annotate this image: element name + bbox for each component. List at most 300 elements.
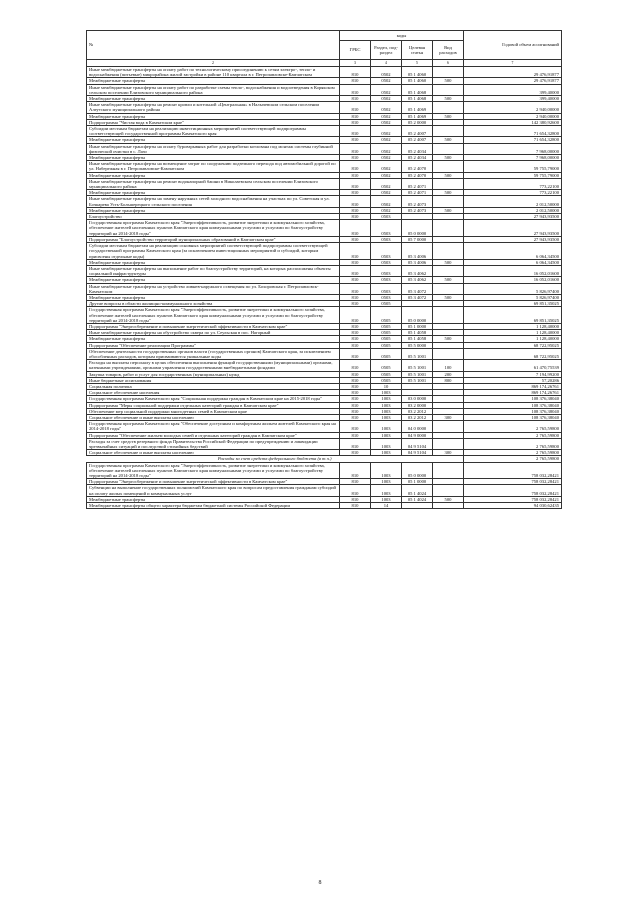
row-sum: 61 470,75539	[464, 360, 562, 371]
row-sum: 758 032,28421	[464, 496, 562, 502]
row-section: 0505	[371, 336, 402, 342]
row-name: Подпрограмма "Чистая вода в Камчатском крае"	[87, 119, 340, 125]
row-grbs: 810	[340, 161, 371, 172]
row-expense-type: 200	[433, 371, 464, 377]
row-target-article: 05 2 0000	[402, 119, 433, 125]
row-section: 0502	[371, 137, 402, 143]
row-sum: 2 765,59800	[464, 421, 562, 432]
row-section: 14	[371, 503, 402, 509]
row-target-article: 05 2 4073	[402, 196, 433, 207]
row-target-article: 05 2 4070	[402, 161, 433, 172]
row-expense-type	[433, 161, 464, 172]
row-target-article: 05 3 4062	[402, 265, 433, 276]
col-number-6: 6	[433, 60, 464, 67]
row-section: 1003	[371, 485, 402, 496]
row-target-article: 05 7 0000	[402, 236, 433, 242]
row-expense-type	[433, 102, 464, 113]
row-section: 0503	[371, 265, 402, 276]
row-grbs: 810	[340, 301, 371, 307]
row-sum: 2 940,00000	[464, 102, 562, 113]
row-sum: 27 943,93500	[464, 220, 562, 237]
row-name: Государственная программа Камчатского края "Энергоэффективность, развитие энергетики и коммунального хозяйства, обеспечение жителей населенных пунктов Камчатского края коммунальными услугами и услугами по благоустройству территорий на 2014-2018 годы"	[87, 462, 340, 479]
row-name: Иные межбюджетные трансферты на замену наружных сетей холодного водоснабжения на участках по ул. Советская и ул. Бочкарева Усть-Большерецкого сельского поселения	[87, 196, 340, 207]
row-grbs: 810	[340, 190, 371, 196]
row-expense-type	[433, 462, 464, 479]
row-expense-type	[433, 126, 464, 137]
row-name: Субвенции на выполнение государственных полномочий Камчатского края по вопросам предоставления гражданам субсидий на оплату жилых помещений и коммунальных услуг	[87, 485, 340, 496]
row-sum: 758 032,28421	[464, 485, 562, 496]
row-grbs: 810	[340, 143, 371, 154]
row-section: 0502	[371, 67, 402, 78]
row-section: 0503	[371, 236, 402, 242]
row-target-article: 05 3 4072	[402, 294, 433, 300]
row-name: Межбюджетные трансферты	[87, 277, 340, 283]
table-row	[87, 265, 562, 276]
row-section: 0502	[371, 143, 402, 154]
row-grbs: 810	[340, 432, 371, 438]
row-target-article: 03 2 2012	[402, 408, 433, 414]
row-target-article: 05 3 4062	[402, 277, 433, 283]
row-grbs: 810	[340, 348, 371, 359]
row-grbs: 810	[340, 178, 371, 189]
table-row	[87, 84, 562, 95]
row-expense-type	[433, 485, 464, 496]
row-sum: 57,20286	[464, 377, 562, 383]
row-section: 0502	[371, 96, 402, 102]
row-name: Межбюджетные трансферты	[87, 336, 340, 342]
row-name: Субсидии местным бюджетам на реализацию инвестиционных мероприятий соответствующей подпрограммы соответствующей государственной программы Камчатского края	[87, 126, 340, 137]
row-target-article: 05 0 0000	[402, 220, 433, 237]
row-sum: 69 851,35025	[464, 301, 562, 307]
row-expense-type: 800	[433, 377, 464, 383]
row-grbs: 810	[340, 265, 371, 276]
row-sum: 7 968,00000	[464, 155, 562, 161]
row-section: 0503	[371, 214, 402, 220]
row-grbs: 810	[340, 119, 371, 125]
row-target-article: 05 2 4071	[402, 178, 433, 189]
row-target-article: 05 5 1001	[402, 371, 433, 377]
row-grbs: 810	[340, 126, 371, 137]
row-grbs: 810	[340, 155, 371, 161]
row-target-article: 05 1 4068	[402, 96, 433, 102]
row-name: Иные межбюджетные трансферты на выполнение работ по благоустройству территорий, на которых расположены объекты социальной инфраструктуры	[87, 265, 340, 276]
row-expense-type: 500	[433, 96, 464, 102]
row-name: Подпрограмма "Энергосбережение и повышение энергетической эффективности в Камчатском крае"	[87, 479, 340, 485]
row-section: 0502	[371, 126, 402, 137]
row-section: 0505	[371, 323, 402, 329]
row-section: 0503	[371, 259, 402, 265]
row-sum: 27 943,93500	[464, 214, 562, 220]
table-row	[87, 360, 562, 371]
row-name: Социальная политика	[87, 383, 340, 389]
row-section: 0502	[371, 161, 402, 172]
row-target-article: 05 5 1001	[402, 360, 433, 371]
row-section: 1003	[371, 421, 402, 432]
row-target-article: 05 3 4006	[402, 259, 433, 265]
row-sum: 142 380,92600	[464, 119, 562, 125]
row-name: Межбюджетные трансферты	[87, 259, 340, 265]
row-name: Расходы на выплаты персоналу в целях обеспечения выполнения функций государственными (муниципальными) органами, казенными учреждениями, органами управления государственными внебюджетными фондами	[87, 360, 340, 371]
row-section: 0505	[371, 348, 402, 359]
row-target-article: 05 1 4069	[402, 102, 433, 113]
row-section: 0505	[371, 301, 402, 307]
row-section: 1003	[371, 438, 402, 449]
table-row	[87, 220, 562, 237]
row-name: Иные межбюджетные трансферты на оплату работ по технологическому присоединению к сетям электро-, тепло- и водоснабжения (питьевые) микрорайона жилой застройки в районе 110 квартала в г. Петропавловске-Камчатском	[87, 67, 340, 78]
row-section: 0502	[371, 113, 402, 119]
col-number-7: 7	[464, 60, 562, 67]
row-name: Государственная программа Камчатского края "Энергоэффективность, развитие энергетики и коммунального хозяйства, обеспечение жителей населенных пунктов Камчатского края коммунальными услугами и услугами по благоустройству территорий на 2014-2018 годы"	[87, 307, 340, 324]
row-sum: 59 755,79000	[464, 161, 562, 172]
row-grbs: 810	[340, 214, 371, 220]
row-target-article: 05 1 4069	[402, 113, 433, 119]
row-note: Расходы за счет средств федерального бюджета (в т.ч.)	[87, 456, 464, 462]
row-section: 0502	[371, 102, 402, 113]
row-sum: 399,40000	[464, 96, 562, 102]
row-target-article: 05 3 4072	[402, 283, 433, 294]
row-expense-type	[433, 438, 464, 449]
row-name: Межбюджетные трансферты общего характера бюджетам бюджетной системы Российской Федерации	[87, 503, 340, 509]
row-sum: 29 476,91877	[464, 67, 562, 78]
row-expense-type: 500	[433, 113, 464, 119]
col-number-1: 2	[87, 60, 340, 67]
row-expense-type: 500	[433, 137, 464, 143]
row-section: 0505	[371, 342, 402, 348]
row-section: 1003	[371, 408, 402, 414]
row-grbs: 810	[340, 414, 371, 420]
row-name: Расходы за счет средств резервного фонда Правительства Российской Федерации по предупреждению и ликвидации чрезвычайных ситуаций и последствий стихийных бедствий	[87, 438, 340, 449]
row-name: Подпрограмма "Обеспечение реализации Программы"	[87, 342, 340, 348]
row-target-article: 03 0 0000	[402, 396, 433, 402]
row-grbs: 810	[340, 438, 371, 449]
row-sum: 2 940,00000	[464, 113, 562, 119]
row-grbs: 810	[340, 421, 371, 432]
row-section: 0502	[371, 155, 402, 161]
row-name: Государственная программа Камчатского края "Социальная поддержка граждан в Камчатском крае на 2015-2018 годы"	[87, 396, 340, 402]
table-row	[87, 485, 562, 496]
row-grbs: 810	[340, 342, 371, 348]
row-section: 0502	[371, 84, 402, 95]
row-target-article: 05 2 4007	[402, 126, 433, 137]
row-section: 1003	[371, 414, 402, 420]
row-sum: 1 128,40000	[464, 336, 562, 342]
row-sum: 2 765,59800	[464, 438, 562, 449]
row-name: Межбюджетные трансферты	[87, 96, 340, 102]
row-name: Межбюджетные трансферты	[87, 190, 340, 196]
row-section: 0505	[371, 360, 402, 371]
row-sum: 29 476,91877	[464, 78, 562, 84]
row-expense-type: 500	[433, 190, 464, 196]
row-expense-type: 500	[433, 78, 464, 84]
row-target-article: 03 2 2012	[402, 414, 433, 420]
header-expense-type: Вид расходов	[433, 41, 464, 60]
row-expense-type	[433, 348, 464, 359]
table-row	[87, 196, 562, 207]
row-name: Социальное обеспечение и иные выплаты населению	[87, 450, 340, 456]
row-grbs: 810	[340, 84, 371, 95]
row-section: 0502	[371, 78, 402, 84]
row-grbs: 810	[340, 462, 371, 479]
row-grbs: 810	[340, 78, 371, 84]
row-name: Межбюджетные трансферты	[87, 78, 340, 84]
row-sum: 773,22100	[464, 190, 562, 196]
row-expense-type: 500	[433, 336, 464, 342]
row-expense-type: 100	[433, 360, 464, 371]
row-grbs: 810	[340, 96, 371, 102]
row-name: Межбюджетные трансферты	[87, 496, 340, 502]
row-section: 0503	[371, 283, 402, 294]
row-grbs: 810	[340, 236, 371, 242]
header-codes: коды	[340, 31, 464, 41]
row-grbs: 810	[340, 113, 371, 119]
row-target-article: 05 1 4058	[402, 336, 433, 342]
row-name: Межбюджетные трансферты	[87, 207, 340, 213]
row-section: 1003	[371, 462, 402, 479]
row-sum: 7 194,99200	[464, 371, 562, 377]
row-expense-type	[433, 84, 464, 95]
row-section: 10	[371, 383, 402, 389]
row-grbs: 810	[340, 243, 371, 260]
row-grbs: 810	[340, 360, 371, 371]
row-sum: 71 654,32800	[464, 137, 562, 143]
row-grbs: 810	[340, 67, 371, 78]
row-name: Межбюджетные трансферты	[87, 294, 340, 300]
row-name: Субсидии местным бюджетам на реализацию основных мероприятий соответствующей подпрограммы соответствующей государственной программы Камчатского края (за исключением инвестиционных мероприятий и субсидий, которым присвоены отдельные коды)	[87, 243, 340, 260]
row-name: Иные межбюджетные трансферты на обустройство сквера по ул. Сеульская в пос. Нагорный	[87, 330, 340, 336]
row-expense-type	[433, 143, 464, 154]
row-sum: 69 851,35025	[464, 307, 562, 324]
row-name: Закупка товаров, работ и услуг для государственных (муниципальных) нужд	[87, 371, 340, 377]
row-sum: 7 968,00000	[464, 143, 562, 154]
document-page	[86, 30, 562, 509]
row-section: 1003	[371, 496, 402, 502]
row-grbs: 810	[340, 277, 371, 283]
row-grbs: 810	[340, 307, 371, 324]
row-name: Межбюджетные трансферты	[87, 137, 340, 143]
row-name: Иные межбюджетные трансферты на оплату буровзрывных работ для разработки котлована под монтаж системы глубинной физической очистки в с. Лазо	[87, 143, 340, 154]
row-name: Межбюджетные трансферты	[87, 113, 340, 119]
row-section: 1003	[371, 390, 402, 396]
table-row	[87, 67, 562, 78]
row-grbs: 810	[340, 207, 371, 213]
row-name: Государственная программа Камчатского края "Обеспечение доступным и комфортным жильем жителей Камчатского края на 2014-2018 годы"	[87, 421, 340, 432]
row-expense-type: 300	[433, 414, 464, 420]
row-expense-type: 300	[433, 450, 464, 456]
row-sum: 71 654,32800	[464, 126, 562, 137]
row-grbs: 810	[340, 383, 371, 389]
row-target-article: 05 5 0000	[402, 342, 433, 348]
row-sum: 2 765,59800	[464, 432, 562, 438]
header-section: Раздел, под-раздел	[371, 41, 402, 60]
row-target-article: 05 1 4068	[402, 84, 433, 95]
row-grbs: 810	[340, 479, 371, 485]
row-target-article: 05 1 4060	[402, 78, 433, 84]
row-target-article: 05 1 4058	[402, 330, 433, 336]
table-row	[87, 348, 562, 359]
row-expense-type	[433, 243, 464, 260]
row-grbs: 810	[340, 196, 371, 207]
row-grbs: 810	[340, 336, 371, 342]
row-name: Социальное обеспечение и иные выплаты населению	[87, 414, 340, 420]
row-sum: 5 826,97400	[464, 283, 562, 294]
row-target-article: 05 2 4007	[402, 137, 433, 143]
row-target-article	[402, 503, 433, 509]
row-target-article: 05 2 4034	[402, 143, 433, 154]
row-sum: 6 064,34500	[464, 259, 562, 265]
row-sum: 869 174,26761	[464, 383, 562, 389]
row-section: 0505	[371, 377, 402, 383]
table-row	[87, 462, 562, 479]
row-target-article: 05 1 0000	[402, 323, 433, 329]
row-target-article: 05 5 1001	[402, 348, 433, 359]
row-sum: 758 032,28421	[464, 479, 562, 485]
row-expense-type	[433, 307, 464, 324]
row-target-article: 05 5 1001	[402, 377, 433, 383]
row-sum: 1 128,40000	[464, 323, 562, 329]
row-expense-type: 500	[433, 259, 464, 265]
row-section: 0505	[371, 307, 402, 324]
row-grbs: 810	[340, 503, 371, 509]
header-grbs: ГРБС	[340, 41, 371, 60]
row-grbs: 810	[340, 172, 371, 178]
row-section: 1003	[371, 450, 402, 456]
header-number: №	[87, 31, 340, 60]
row-section: 0502	[371, 119, 402, 125]
row-name: Обеспечение деятельности государственных органов власти (государственных органов) Камчатского края, за исключением обособленных расходов, которым присваиваются уникальные коды	[87, 348, 340, 359]
row-target-article: 05 3 4006	[402, 243, 433, 260]
row-section: 0502	[371, 190, 402, 196]
row-grbs: 810	[340, 408, 371, 414]
row-target-article: 05 0 0000	[402, 307, 433, 324]
row-name: Обеспечение мер социальной поддержки многодетных семей в Камчатском крае	[87, 408, 340, 414]
row-expense-type	[433, 220, 464, 237]
row-name: Иные межбюджетные трансферты на ремонт водонапорной башни в Николаевском сельском поселении Елизовского муниципального района	[87, 178, 340, 189]
row-grbs: 810	[340, 402, 371, 408]
row-sum: 68 722,95025	[464, 342, 562, 348]
row-expense-type	[433, 421, 464, 432]
table-row	[87, 283, 562, 294]
row-grbs: 810	[340, 102, 371, 113]
row-sum: 108 376,38040	[464, 402, 562, 408]
row-grbs: 810	[340, 371, 371, 377]
row-sum: 399,40000	[464, 84, 562, 95]
row-section: 0505	[371, 330, 402, 336]
row-section: 0502	[371, 178, 402, 189]
row-target-article: 05 1 4024	[402, 496, 433, 502]
row-name: Иные межбюджетные трансферты на ремонт кровли и котельной «Центральная» в Налычевском сельском поселении Алеутского муниципального района	[87, 102, 340, 113]
row-section: 1003	[371, 402, 402, 408]
row-grbs: 810	[340, 283, 371, 294]
row-section: 0503	[371, 220, 402, 237]
row-target-article: 05 0 0000	[402, 462, 433, 479]
row-name: Подпрограмма "Благоустройство территорий муниципальных образований в Камчатском крае"	[87, 236, 340, 242]
row-sum: 27 943,93500	[464, 236, 562, 242]
row-grbs: 810	[340, 377, 371, 383]
row-sum: 108 376,38040	[464, 414, 562, 420]
row-name: Межбюджетные трансферты	[87, 155, 340, 161]
row-expense-type: 500	[433, 172, 464, 178]
row-grbs: 810	[340, 259, 371, 265]
row-name: Государственная программа Камчатского края "Энергоэффективность, развитие энергетики и коммунального хозяйства, обеспечение жителей населенных пунктов Камчатского края коммунальными услугами и услугами по благоустройству территорий на 2014-2018 годы"	[87, 220, 340, 237]
row-section: 0503	[371, 243, 402, 260]
row-section: 0502	[371, 196, 402, 207]
row-name: Иные межбюджетные трансферты на устройство ливнев-наружного освещения по ул. Бохоровская г. Петропавловск-Камчатском	[87, 283, 340, 294]
row-name: Иные межбюджетные трансферты на оплату работ по разработке схемы тепло-, водоснабжения и водоотведения в Корякском сельском поселении Елизовского муниципального района	[87, 84, 340, 95]
row-target-article: 04 9 0000	[402, 432, 433, 438]
table-body	[87, 67, 562, 509]
table-row	[87, 161, 562, 172]
row-target-article: 05 1 4060	[402, 67, 433, 78]
header-annual-volume: Годовой объем ассигнований	[464, 31, 562, 60]
row-sum: 59 755,79000	[464, 172, 562, 178]
row-target-article: 05 2 4073	[402, 207, 433, 213]
row-expense-type	[433, 503, 464, 509]
row-expense-type: 500	[433, 277, 464, 283]
row-sum: 5 826,97400	[464, 294, 562, 300]
row-sum: 758 032,28421	[464, 462, 562, 479]
row-name: Благоустройство	[87, 214, 340, 220]
row-section: 1003	[371, 479, 402, 485]
row-sum: 94 030,62435	[464, 503, 562, 509]
row-sum: 2 012,50000	[464, 207, 562, 213]
col-number-5: 5	[402, 60, 433, 67]
row-target-article: 04 0 0000	[402, 421, 433, 432]
row-expense-type	[433, 178, 464, 189]
table-row	[87, 421, 562, 432]
table-row	[87, 503, 562, 509]
row-section: 0503	[371, 277, 402, 283]
budget-table	[86, 30, 562, 509]
row-expense-type	[433, 283, 464, 294]
row-sum: 1 128,40000	[464, 330, 562, 336]
row-sum: 16 052,01600	[464, 265, 562, 276]
row-sum: 2 765,59800	[464, 456, 562, 462]
row-target-article: 05 2 4071	[402, 190, 433, 196]
row-section: 0505	[371, 371, 402, 377]
row-sum: 2 765,59800	[464, 450, 562, 456]
col-number-3: 3	[340, 60, 371, 67]
row-grbs: 810	[340, 294, 371, 300]
row-target-article: 05 2 4070	[402, 172, 433, 178]
row-sum: 773,22100	[464, 178, 562, 189]
table-row	[87, 102, 562, 113]
row-sum: 16 052,01600	[464, 277, 562, 283]
row-name: Иные межбюджетные трансферты на возмещение затрат по сооружению подземного перехода под автомобильной дорогой по ул. Набережная в г. Петропавловске-Камчатском	[87, 161, 340, 172]
row-target-article: 04 9 5104	[402, 438, 433, 449]
row-expense-type: 500	[433, 496, 464, 502]
row-name: Подпрограмма "Энергосбережение и повышение энергетической эффективности в Камчатском крае"	[87, 323, 340, 329]
row-sum: 108 376,38040	[464, 408, 562, 414]
page-number: 8	[318, 880, 322, 886]
row-section: 1003	[371, 396, 402, 402]
row-grbs: 810	[340, 390, 371, 396]
row-grbs: 810	[340, 330, 371, 336]
row-grbs: 810	[340, 220, 371, 237]
row-target-article: 05 1 4024	[402, 485, 433, 496]
row-name: Подпрограмма "Обеспечение жильем молодых семей и отдельных категорий граждан в Камчатском крае"	[87, 432, 340, 438]
header-target-article: Целевая статья	[402, 41, 433, 60]
row-sum: 2 012,50000	[464, 196, 562, 207]
row-target-article: 05 1 0000	[402, 479, 433, 485]
row-grbs: 810	[340, 396, 371, 402]
table-row	[87, 178, 562, 189]
row-expense-type: 500	[433, 207, 464, 213]
row-grbs: 810	[340, 323, 371, 329]
row-expense-type	[433, 265, 464, 276]
row-name: Иные бюджетные ассигнования	[87, 377, 340, 383]
row-section: 0502	[371, 172, 402, 178]
table-row	[87, 126, 562, 137]
